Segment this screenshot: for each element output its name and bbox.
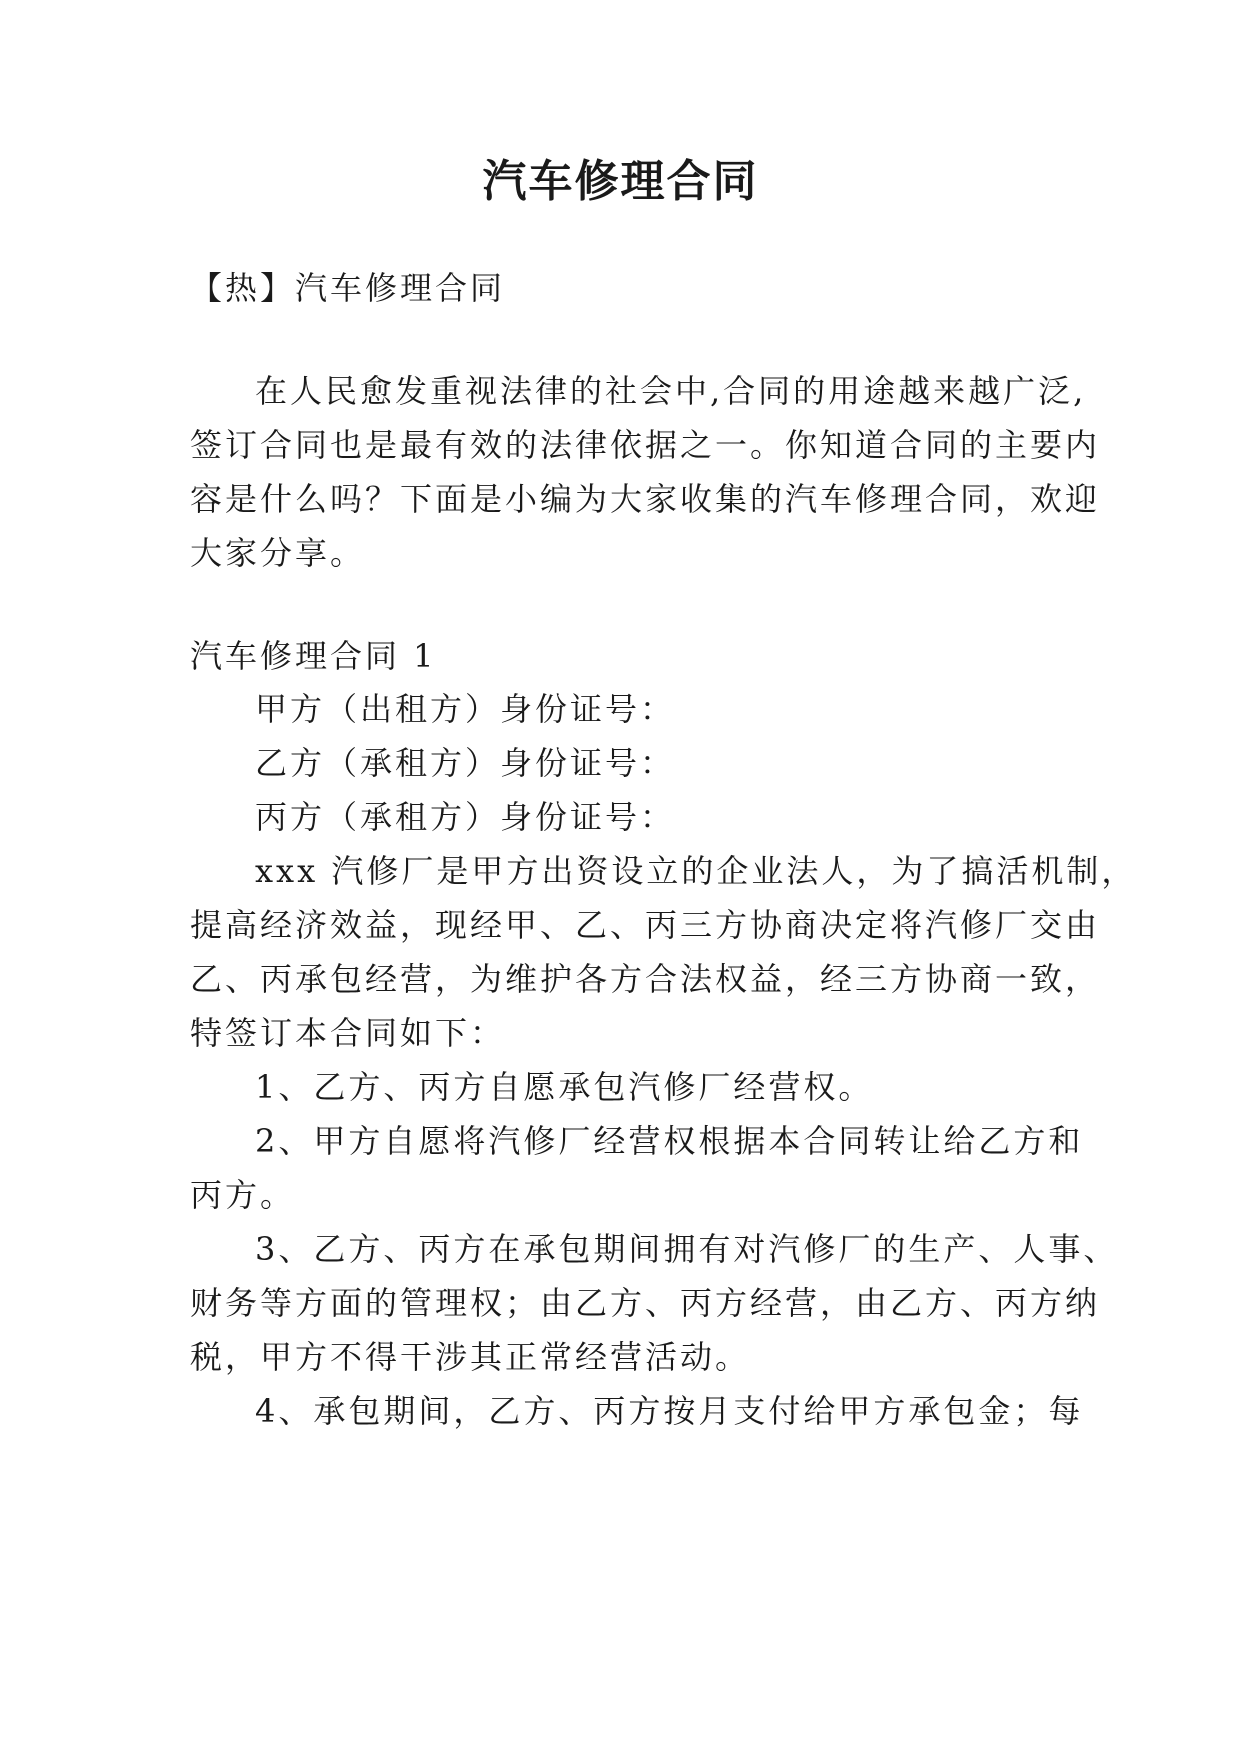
- clause-2-line-1: 2、甲方自愿将汽修厂经营权根据本合同转让给乙方和: [255, 1122, 1084, 1160]
- clause-3-line-1: 3、乙方、丙方在承包期间拥有对汽修厂的生产、人事、: [255, 1230, 1119, 1268]
- preamble-line-1: xxx 汽修厂是甲方出资设立的企业法人，为了搞活机制，: [255, 852, 1137, 890]
- subtitle: 【热】汽车修理合同: [190, 269, 506, 307]
- intro-line-4: 大家分享。: [190, 534, 366, 572]
- page-title: 汽车修理合同: [482, 156, 759, 207]
- clause-3-line-2: 财务等方面的管理权；由乙方、丙方经营，由乙方、丙方纳: [190, 1284, 1101, 1322]
- preamble-line-4: 特签订本合同如下：: [190, 1014, 506, 1052]
- section-heading: 汽车修理合同 1: [190, 637, 437, 675]
- intro-line-1: 在人民愈发重视法律的社会中,合同的用途越来越广泛,: [255, 372, 1087, 410]
- clause-2-line-2: 丙方。: [190, 1176, 296, 1214]
- preamble-line-2: 提高经济效益，现经甲、乙、丙三方协商决定将汽修厂交由: [190, 906, 1101, 944]
- party-jia: 甲方（出租方）身份证号：: [255, 690, 676, 728]
- clause-1-line-1: 1、乙方、丙方自愿承包汽修厂经营权。: [255, 1068, 874, 1106]
- preamble-line-3: 乙、丙承包经营，为维护各方合法权益，经三方协商一致，: [190, 960, 1101, 998]
- party-yi: 乙方（承租方）身份证号：: [255, 744, 676, 782]
- intro-line-2: 签订合同也是最有效的法律依据之一。你知道合同的主要内: [190, 426, 1101, 464]
- party-bing: 丙方（承租方）身份证号：: [255, 798, 676, 836]
- clause-3-line-3: 税，甲方不得干涉其正常经营活动。: [190, 1338, 751, 1376]
- intro-line-3: 容是什么吗？下面是小编为大家收集的汽车修理合同，欢迎: [190, 480, 1101, 518]
- clause-4-line-1: 4、承包期间，乙方、丙方按月支付给甲方承包金；每: [255, 1392, 1084, 1430]
